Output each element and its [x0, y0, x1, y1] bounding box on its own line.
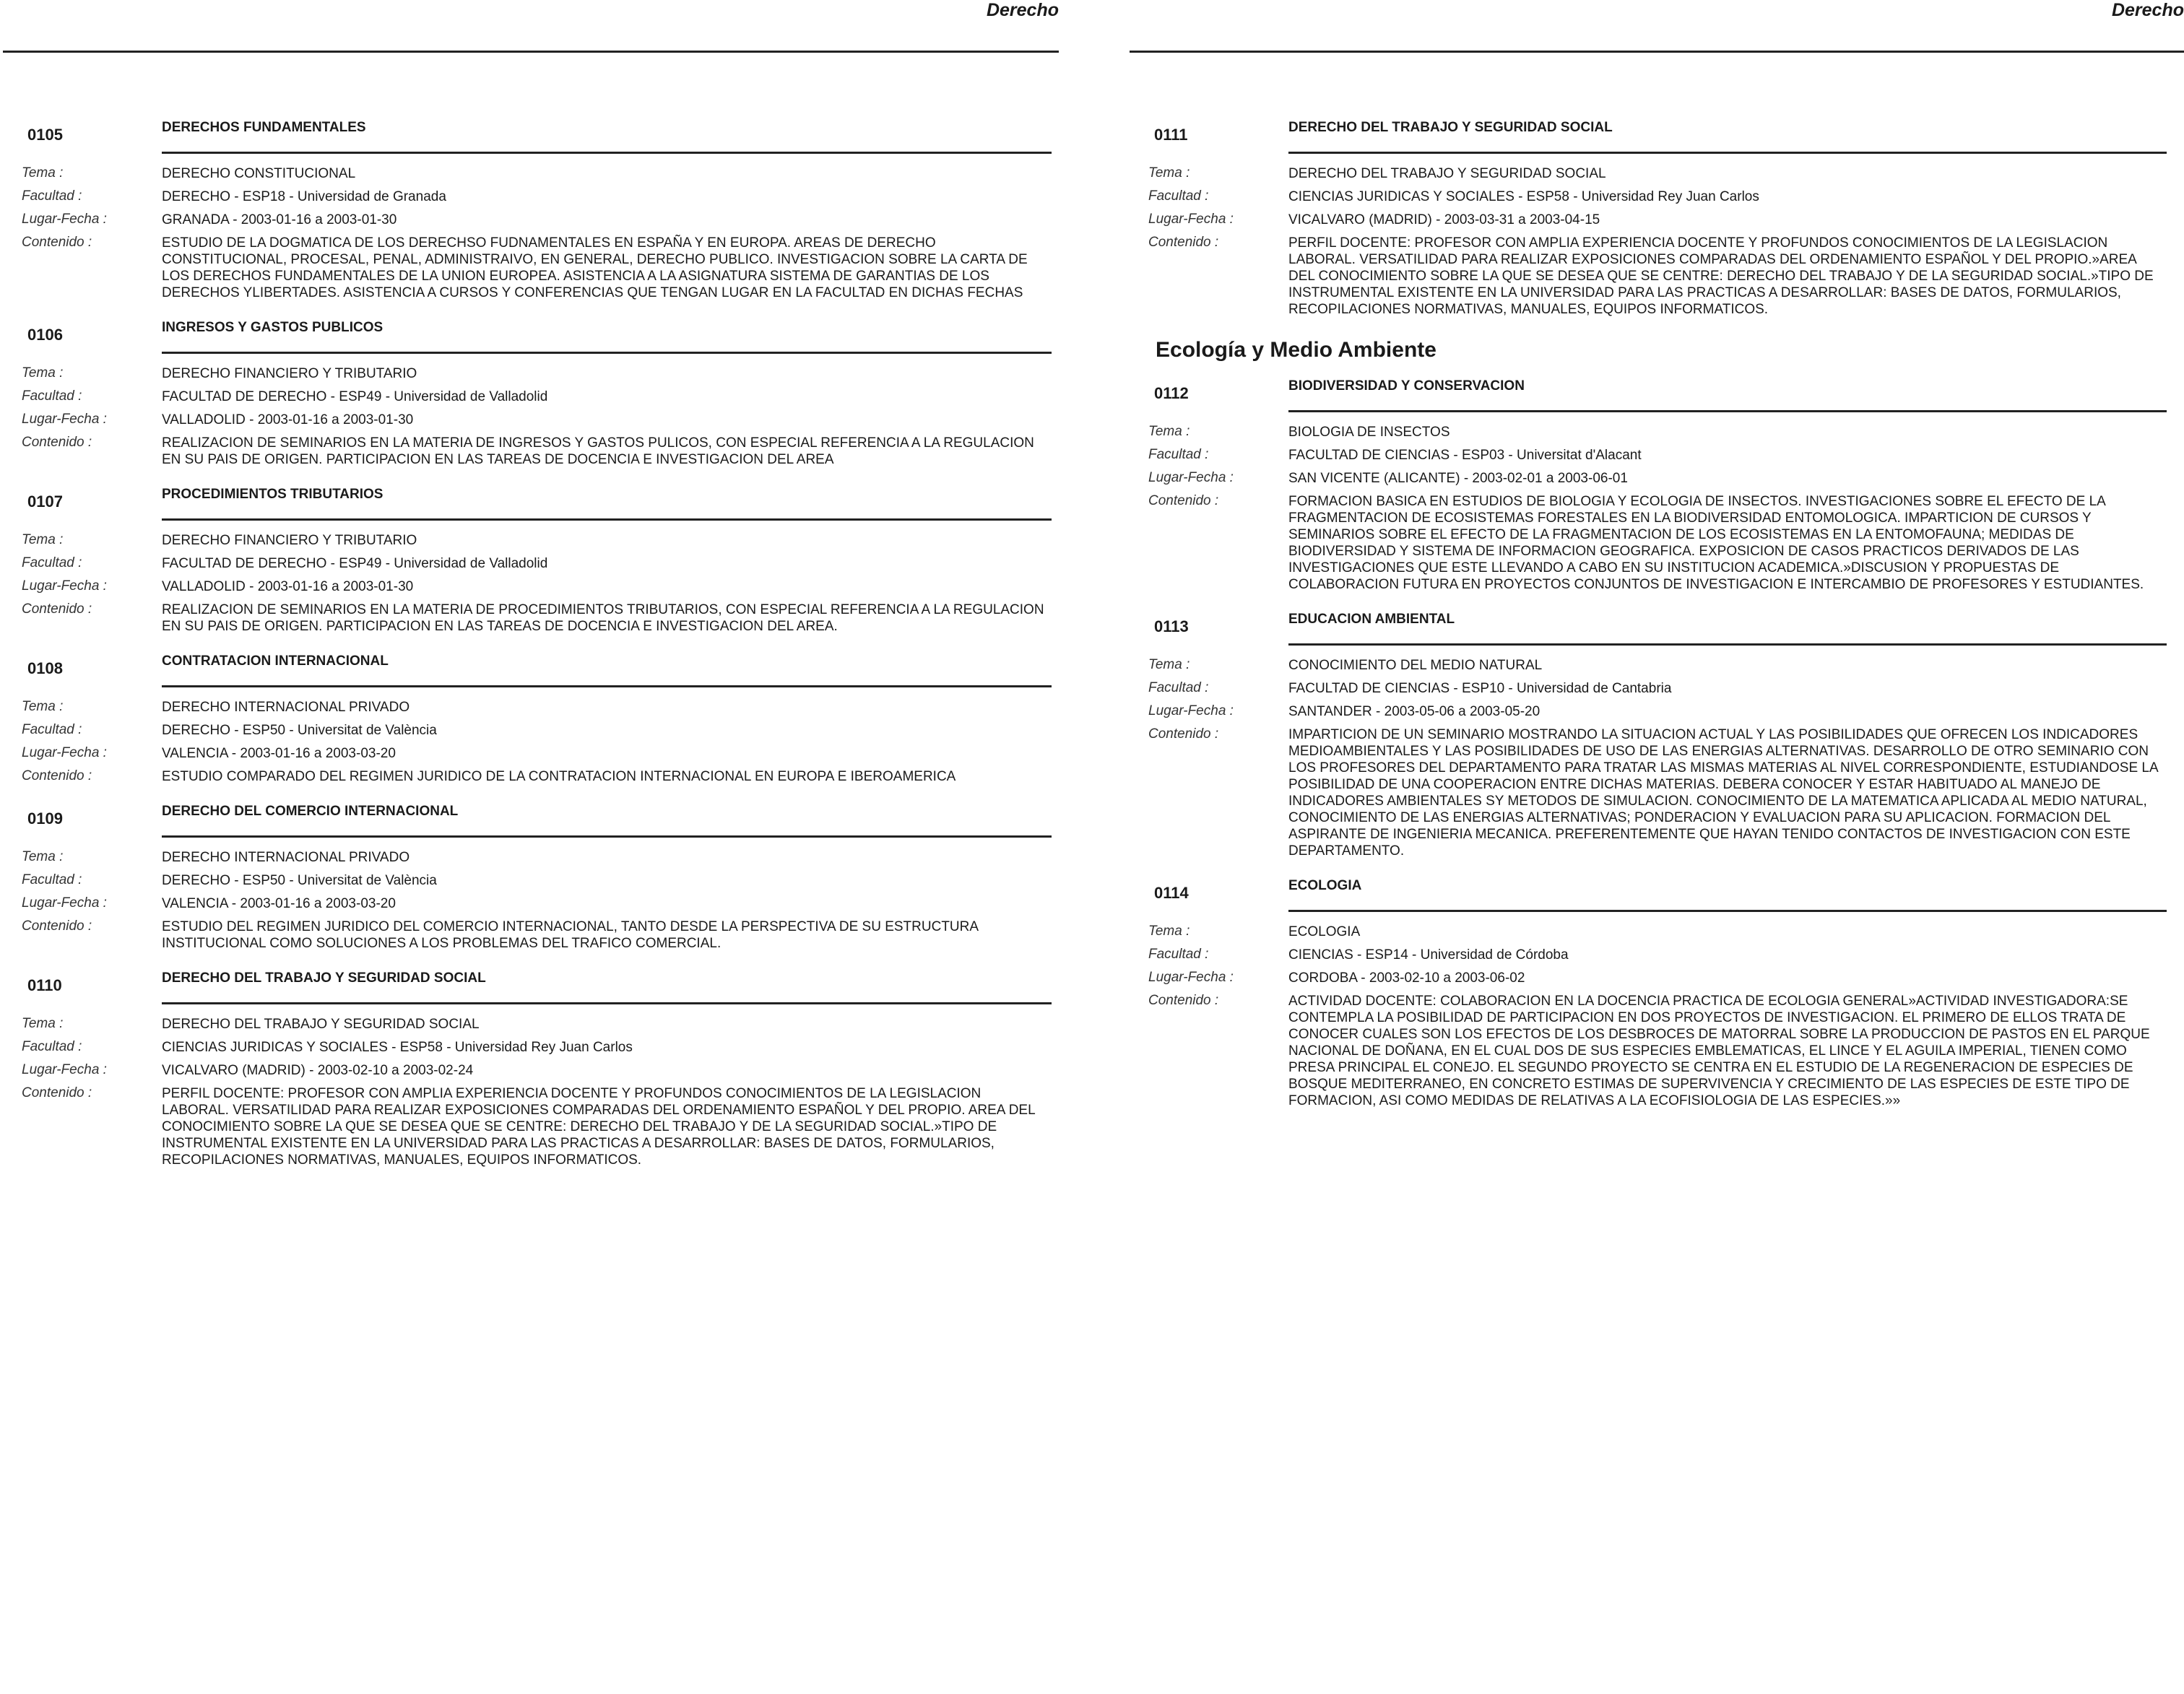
- value-contenido: FORMACION BASICA EN ESTUDIOS DE BIOLOGIA Y ECOLOGIA DE INSECTOS. INVESTIGACIONES SOBRE EL EFECTO DE LA FRAGMENTACION DE ECOSISTEMAS FORESTALES EN LA BIODIVERSIDAD ENTOMOLOGICA. IMPARTICION DE CURSOS Y SEMINARIOS SOBRE EL EFECTO DE LA FRAGMENTACION DE LOS ECOSISTEMAS EN LA ENTOMOFAUNA; MEDIDAS DE BIODIVERSIDAD Y SISTEMA DE INFORMACION GEOGRAFICA. EXPOSICION DE CASOS PRACTICOS DERIVADOS DE LAS INVESTIGACIONES QUE ESTE LLEVANDO A CABO EN SU INSTITUCION ACADEMICA.»DISCUSION Y PROPUESTAS DE COLABORACION FUTURA EN PROYECTOS CONJUNTOS DE INVESTIGACION E INTERCAMBIO DE PROFESORES Y ESTUDIANTES.: [1288, 494, 2144, 592]
- row-lugar-fecha: [22, 412, 1069, 428]
- label-tema: Tema :: [1148, 165, 1190, 181]
- entry-title: CONTRATACION INTERNACIONAL: [162, 653, 389, 669]
- value-tema: CONOCIMIENTO DEL MEDIO NATURAL: [1288, 658, 1543, 673]
- row-tema: [1148, 165, 2184, 182]
- label-contenido: Contenido :: [22, 435, 92, 450]
- label-tema: Tema :: [22, 849, 64, 864]
- row-facultad: [22, 722, 1069, 739]
- row-contenido: [22, 1085, 1069, 1168]
- row-tema: [22, 165, 1069, 182]
- value-tema: DERECHO FINANCIERO Y TRIBUTARIO: [162, 366, 417, 381]
- entry-0112: [1148, 378, 2184, 593]
- label-lugar-fecha: Lugar-Fecha :: [1148, 970, 1234, 985]
- value-facultad: FACULTAD DE DERECHO - ESP49 - Universidad de Valladolid: [162, 556, 548, 571]
- entry-title: PROCEDIMIENTOS TRIBUTARIOS: [162, 487, 384, 502]
- entry-rule: [162, 685, 1052, 687]
- value-facultad: DERECHO - ESP50 - Universitat de València: [162, 723, 437, 738]
- value-contenido: ACTIVIDAD DOCENTE: COLABORACION EN LA DOCENCIA PRACTICA DE ECOLOGIA GENERAL»ACTIVIDAD INVESTIGADORA:SE CONTEMPLA LA POSIBILIDAD DE PARTICIPACION EN DOS PROYECTOS DE INVESTIGACION. EL PRIMERO DE ELLOS TRATA DE CONOCER CUALES SON LOS EFECTOS DE LOS DESBROCES DE MATORRAL SOBRE LA PRODUCCION DE PASTOS EN EL PARQUE NACIONAL DE DOÑANA, EN EL CUAL DOS DE SUS ESPECIES EMBLEMATICAS, EL LINCE Y EL AGUILA IMPERIAL, TIENEN COMO PRESA PRINCIPAL EL CONEJO. EL SEGUNDO PROYECTO SE CENTRA EN EL ESTUDIO DE LA REGENERACION DE ESPECIES DE BOSQUE MEDITERRANEO, EN CONCRETO ESTIMAS DE SUPERVIVENCIA Y CRECIMIENTO DE LAS ESPECIES DE ESTE TIPO DE FORMACION, ASI COMO MEDIDAS DE RELATIVAS A LA ECOFISIOLOGIA DE LAS ESPECIES.»»: [1288, 994, 2150, 1108]
- entry-rule: [162, 835, 1052, 838]
- value-facultad: FACULTAD DE CIENCIAS - ESP10 - Universidad de Cantabria: [1288, 681, 1672, 696]
- label-contenido: Contenido :: [1148, 493, 1219, 508]
- row-contenido: [1148, 235, 2184, 318]
- row-tema: [22, 699, 1069, 716]
- label-tema: Tema :: [1148, 424, 1190, 439]
- entry-number: 0113: [1154, 617, 1189, 635]
- value-tema: DERECHO FINANCIERO Y TRIBUTARIO: [162, 533, 417, 548]
- label-facultad: Facultad :: [22, 188, 82, 204]
- row-lugar-fecha: [22, 1062, 1069, 1079]
- running-head: Derecho: [2111, 0, 2184, 20]
- label-tema: Tema :: [22, 165, 64, 181]
- entry-number: 0114: [1154, 884, 1189, 902]
- entry-rule: [1288, 152, 2167, 154]
- row-facultad: [1148, 680, 2184, 697]
- value-lugar-fecha: VALENCIA - 2003-01-16 a 2003-03-20: [162, 896, 396, 911]
- entry-rule: [1288, 643, 2167, 646]
- entry-rule: [162, 518, 1052, 521]
- row-contenido: [22, 601, 1069, 635]
- value-contenido: REALIZACION DE SEMINARIOS EN LA MATERIA DE INGRESOS Y GASTOS PULICOS, CON ESPECIAL REFERENCIA A LA REGULACION EN SU PAIS DE ORIGEN. PARTICIPACION EN LAS TAREAS DE DOCENCIA E INVESTIGACION DEL AREA: [162, 435, 1034, 467]
- entry-title: EDUCACION AMBIENTAL: [1288, 612, 1455, 627]
- label-contenido: Contenido :: [22, 1085, 92, 1100]
- row-tema: [22, 1016, 1069, 1033]
- value-contenido: ESTUDIO COMPARADO DEL REGIMEN JURIDICO DE LA CONTRATACION INTERNACIONAL EN EUROPA E IBEROAMERICA: [162, 769, 956, 784]
- row-facultad: [1148, 947, 2184, 963]
- row-facultad: [22, 872, 1069, 889]
- value-tema: DERECHO INTERNACIONAL PRIVADO: [162, 850, 410, 865]
- row-facultad: [1148, 188, 2184, 205]
- label-lugar-fecha: Lugar-Fecha :: [22, 895, 107, 911]
- label-lugar-fecha: Lugar-Fecha :: [1148, 703, 1234, 718]
- entry-title: DERECHO DEL COMERCIO INTERNACIONAL: [162, 804, 459, 819]
- entry-0107: [22, 487, 1069, 635]
- entry-rule: [1288, 910, 2167, 912]
- entries-list: [22, 120, 1069, 1187]
- section-title: Ecología y Medio Ambiente: [1156, 338, 1436, 362]
- entry-title: DERECHO DEL TRABAJO Y SEGURIDAD SOCIAL: [1288, 120, 1613, 135]
- entry-title: ECOLOGIA: [1288, 878, 1362, 893]
- value-lugar-fecha: SAN VICENTE (ALICANTE) - 2003-02-01 a 2003-06-01: [1288, 471, 1628, 486]
- label-lugar-fecha: Lugar-Fecha :: [22, 412, 107, 427]
- entry-title: BIODIVERSIDAD Y CONSERVACION: [1288, 378, 1525, 394]
- label-lugar-fecha: Lugar-Fecha :: [22, 745, 107, 760]
- left-page: [0, 0, 1069, 1694]
- label-facultad: Facultad :: [1148, 680, 1209, 695]
- entry-number: 0110: [27, 976, 62, 994]
- label-contenido: Contenido :: [1148, 726, 1219, 742]
- entry-number: 0106: [27, 326, 63, 344]
- value-contenido: PERFIL DOCENTE: PROFESOR CON AMPLIA EXPERIENCIA DOCENTE Y PROFUNDOS CONOCIMIENTOS DE LA LEGISLACION LABORAL. VERSATILIDAD PARA REALIZAR EXPOSICIONES COMPARADAS DEL ORDENAMIENTO ESPAÑOL Y DEL PROPIO.»AREA DEL CONOCIMIENTO SOBRE LA QUE SE DESEA QUE SE CENTRE: DERECHO DEL TRABAJO Y DE LA SEGURIDAD SOCIAL.»TIPO DE INSTRUMENTAL EXISTENTE EN LA UNIVERSIDAD PARA LAS PRACTICAS A DESARROLLAR: BASES DE DATOS, FORMULARIOS, RECOPILACIONES NORMATIVAS, MANUALES, EQUIPOS INFORMATICOS.: [1288, 235, 2154, 317]
- label-contenido: Contenido :: [22, 918, 92, 934]
- label-lugar-fecha: Lugar-Fecha :: [1148, 470, 1234, 485]
- entry-title: DERECHO DEL TRABAJO Y SEGURIDAD SOCIAL: [162, 970, 486, 986]
- row-contenido: [22, 235, 1069, 301]
- label-lugar-fecha: Lugar-Fecha :: [22, 1062, 107, 1077]
- entry-rule: [162, 1002, 1052, 1004]
- label-lugar-fecha: Lugar-Fecha :: [22, 578, 107, 594]
- row-tema: [1148, 924, 2184, 940]
- entry-0111: [1148, 120, 2184, 318]
- label-tema: Tema :: [22, 532, 64, 547]
- row-lugar-fecha: [1148, 470, 2184, 487]
- label-facultad: Facultad :: [22, 872, 82, 887]
- entry-0105: [22, 120, 1069, 301]
- entry-0109: [22, 804, 1069, 952]
- entries-list: [1148, 120, 2184, 1128]
- value-facultad: DERECHO - ESP18 - Universidad de Granada: [162, 189, 446, 204]
- value-contenido: ESTUDIO DE LA DOGMATICA DE LOS DERECHSO FUDNAMENTALES EN ESPAÑA Y EN EUROPA. AREAS DE DERECHO CONSTITUCIONAL, PROCESAL, PENAL, ADMINISTRAIVO, EN GENERAL, DERECHO PUBLICO. INVESTIGACION SOBRE LA CARTA DE LOS DERECHOS FUNDAMENTALES DE LA UNION EUROPEA. ASISTENCIA A LA ASIGNATURA SISTEMA DE GARANTIAS DE LOS DERECHOS YLIBERTADES. ASISTENCIA A CURSOS Y CONFERENCIAS QUE TENGAN LUGAR EN LA FACULTAD EN DICHAS FECHAS: [162, 235, 1028, 300]
- entry-0113: [1148, 612, 2184, 859]
- row-tema: [22, 849, 1069, 866]
- entry-number: 0109: [27, 809, 63, 828]
- value-contenido: PERFIL DOCENTE: PROFESOR CON AMPLIA EXPERIENCIA DOCENTE Y PROFUNDOS CONOCIMIENTOS DE LA LEGISLACION LABORAL. VERSATILIDAD PARA REALIZAR EXPOSICIONES COMPARADAS DEL ORDENAMIENTO ESPAÑOL Y DEL PROPIO. AREA DEL CONOCIMIENTO SOBRE LA QUE SE DESEA QUE SE CENTRE: DERECHO DEL TRABAJO Y DE LA SEGURIDAD SOCIAL.»TIPO DE INSTRUMENTAL EXISTENTE EN LA UNIVERSIDAD PARA LAS PRACTICAS A DESARROLLAR: BASES DE DATOS, FORMULARIOS, RECOPILACIONES NORMATIVAS, MANUALES, EQUIPOS INFORMATICOS.: [162, 1086, 1035, 1168]
- row-facultad: [1148, 447, 2184, 464]
- entry-title: INGRESOS Y GASTOS PUBLICOS: [162, 320, 384, 335]
- row-lugar-fecha: [22, 578, 1069, 595]
- row-contenido: [1148, 493, 2184, 593]
- label-tema: Tema :: [22, 699, 64, 714]
- row-facultad: [22, 188, 1069, 205]
- label-tema: Tema :: [1148, 657, 1190, 672]
- label-lugar-fecha: Lugar-Fecha :: [1148, 212, 1234, 227]
- label-lugar-fecha: Lugar-Fecha :: [22, 212, 107, 227]
- row-lugar-fecha: [1148, 970, 2184, 986]
- label-facultad: Facultad :: [1148, 188, 1209, 204]
- entry-rule: [162, 152, 1052, 154]
- value-facultad: CIENCIAS JURIDICAS Y SOCIALES - ESP58 - Universidad Rey Juan Carlos: [162, 1040, 633, 1055]
- row-lugar-fecha: [22, 895, 1069, 912]
- row-lugar-fecha: [22, 745, 1069, 762]
- row-tema: [1148, 424, 2184, 440]
- entry-rule: [162, 352, 1052, 354]
- value-lugar-fecha: CORDOBA - 2003-02-10 a 2003-06-02: [1288, 970, 1525, 986]
- value-tema: BIOLOGIA DE INSECTOS: [1288, 425, 1450, 440]
- label-facultad: Facultad :: [22, 388, 82, 404]
- row-facultad: [22, 555, 1069, 572]
- entry-number: 0107: [27, 492, 63, 511]
- value-tema: ECOLOGIA: [1288, 924, 1361, 939]
- label-facultad: Facultad :: [22, 722, 82, 737]
- value-lugar-fecha: VICALVARO (MADRID) - 2003-03-31 a 2003-04-15: [1288, 212, 1600, 227]
- value-lugar-fecha: VALLADOLID - 2003-01-16 a 2003-01-30: [162, 412, 414, 427]
- row-facultad: [22, 1039, 1069, 1056]
- row-tema: [1148, 657, 2184, 674]
- value-tema: DERECHO DEL TRABAJO Y SEGURIDAD SOCIAL: [1288, 166, 1606, 181]
- row-lugar-fecha: [1148, 703, 2184, 720]
- value-facultad: DERECHO - ESP50 - Universitat de València: [162, 873, 437, 888]
- value-contenido: ESTUDIO DEL REGIMEN JURIDICO DEL COMERCIO INTERNACIONAL, TANTO DESDE LA PERSPECTIVA DE SU ESTRUCTURA INSTITUCIONAL COMO SOLUCIONES A LOS PROBLEMAS DEL TRAFICO COMERCIAL.: [162, 919, 978, 951]
- entry-number: 0105: [27, 126, 63, 144]
- value-tema: DERECHO DEL TRABAJO Y SEGURIDAD SOCIAL: [162, 1017, 480, 1032]
- value-contenido: IMPARTICION DE UN SEMINARIO MOSTRANDO LA SITUACION ACTUAL Y LAS POSIBILIDADES QUE OFRECEN LOS INDICADORES MEDIOAMBIENTALES Y LAS POSIBILIDADES DE USO DE LAS ENERGIAS ALTERNATIVAS. DESARROLLO DE OTRO SEMINARIO CON LOS PROFESORES DEL DEPARTAMENTO PARA TRATAR LAS MISMAS MATERIAS AL NIVEL CORRESPONDIENTE, ESTUDIANDOSE LA POSIBILIDAD DE UNA COOPERACION ENTRE DICHAS MATERIAS. DEBERA CONOCER Y ESTAR HABITUADO AL MANEJO DE INDICADORES AMBIENTALES SY METODOS DE SIMULACION. CONOCIMIENTO DE LA MATEMATICA APLICADA AL MEDIO NATURAL, CONOCIMIENTO DE LAS ENERGIAS ALTERNATIVAS; PONDERACION Y EVALUACION PARA SU APLICACION. FORMACION DEL ASPIRANTE DE INGENIERIA MECANICA. PREFERENTEMENTE QUE HAYAN TENIDO CONTACTOS DE INVESTIGACION CON ESTE DEPARTAMENTO.: [1288, 727, 2158, 859]
- value-lugar-fecha: VALLADOLID - 2003-01-16 a 2003-01-30: [162, 579, 414, 594]
- row-contenido: [1148, 993, 2184, 1109]
- label-tema: Tema :: [22, 1016, 64, 1031]
- value-facultad: FACULTAD DE DERECHO - ESP49 - Universidad de Valladolid: [162, 389, 548, 404]
- entry-number: 0111: [1154, 126, 1188, 144]
- label-facultad: Facultad :: [1148, 447, 1209, 462]
- row-lugar-fecha: [1148, 212, 2184, 228]
- entry-0108: [22, 653, 1069, 785]
- row-contenido: [22, 918, 1069, 952]
- running-head: Derecho: [986, 0, 1059, 20]
- value-facultad: CIENCIAS JURIDICAS Y SOCIALES - ESP58 - Universidad Rey Juan Carlos: [1288, 189, 1759, 204]
- label-facultad: Facultad :: [22, 555, 82, 570]
- row-contenido: [1148, 726, 2184, 859]
- value-tema: DERECHO INTERNACIONAL PRIVADO: [162, 700, 410, 715]
- entry-number: 0112: [1154, 384, 1189, 402]
- label-contenido: Contenido :: [22, 235, 92, 250]
- header-rule: [1130, 51, 2184, 53]
- label-contenido: Contenido :: [1148, 235, 1219, 250]
- label-tema: Tema :: [22, 365, 64, 381]
- label-facultad: Facultad :: [22, 1039, 82, 1054]
- value-lugar-fecha: VICALVARO (MADRID) - 2003-02-10 a 2003-02-24: [162, 1063, 474, 1078]
- label-contenido: Contenido :: [22, 768, 92, 783]
- value-lugar-fecha: SANTANDER - 2003-05-06 a 2003-05-20: [1288, 704, 1540, 719]
- entry-number: 0108: [27, 659, 63, 677]
- row-lugar-fecha: [22, 212, 1069, 228]
- label-contenido: Contenido :: [22, 601, 92, 617]
- value-contenido: REALIZACION DE SEMINARIOS EN LA MATERIA DE PROCEDIMIENTOS TRIBUTARIOS, CON ESPECIAL REFERENCIA A LA REGULACION EN SU PAIS DE ORIGEN. PARTICIPACION EN LAS TAREAS DE DOCENCIA E INVESTIGACION DEL AREA.: [162, 602, 1044, 634]
- value-tema: DERECHO CONSTITUCIONAL: [162, 166, 356, 181]
- entry-rule: [1288, 410, 2167, 412]
- value-facultad: FACULTAD DE CIENCIAS - ESP03 - Universitat d'Alacant: [1288, 448, 1642, 463]
- label-tema: Tema :: [1148, 924, 1190, 939]
- header-rule: [3, 51, 1059, 53]
- label-contenido: Contenido :: [1148, 993, 1219, 1008]
- entry-0106: [22, 320, 1069, 468]
- value-lugar-fecha: GRANADA - 2003-01-16 a 2003-01-30: [162, 212, 397, 227]
- value-facultad: CIENCIAS - ESP14 - Universidad de Córdoba: [1288, 947, 1569, 963]
- label-facultad: Facultad :: [1148, 947, 1209, 962]
- entry-0110: [22, 970, 1069, 1168]
- row-contenido: [22, 768, 1069, 785]
- value-lugar-fecha: VALENCIA - 2003-01-16 a 2003-03-20: [162, 746, 396, 761]
- entry-title: DERECHOS FUNDAMENTALES: [162, 120, 366, 135]
- entry-0114: [1148, 878, 2184, 1109]
- row-contenido: [22, 435, 1069, 468]
- row-tema: [22, 532, 1069, 549]
- row-tema: [22, 365, 1069, 382]
- row-facultad: [22, 388, 1069, 405]
- right-page: [1127, 0, 2184, 1694]
